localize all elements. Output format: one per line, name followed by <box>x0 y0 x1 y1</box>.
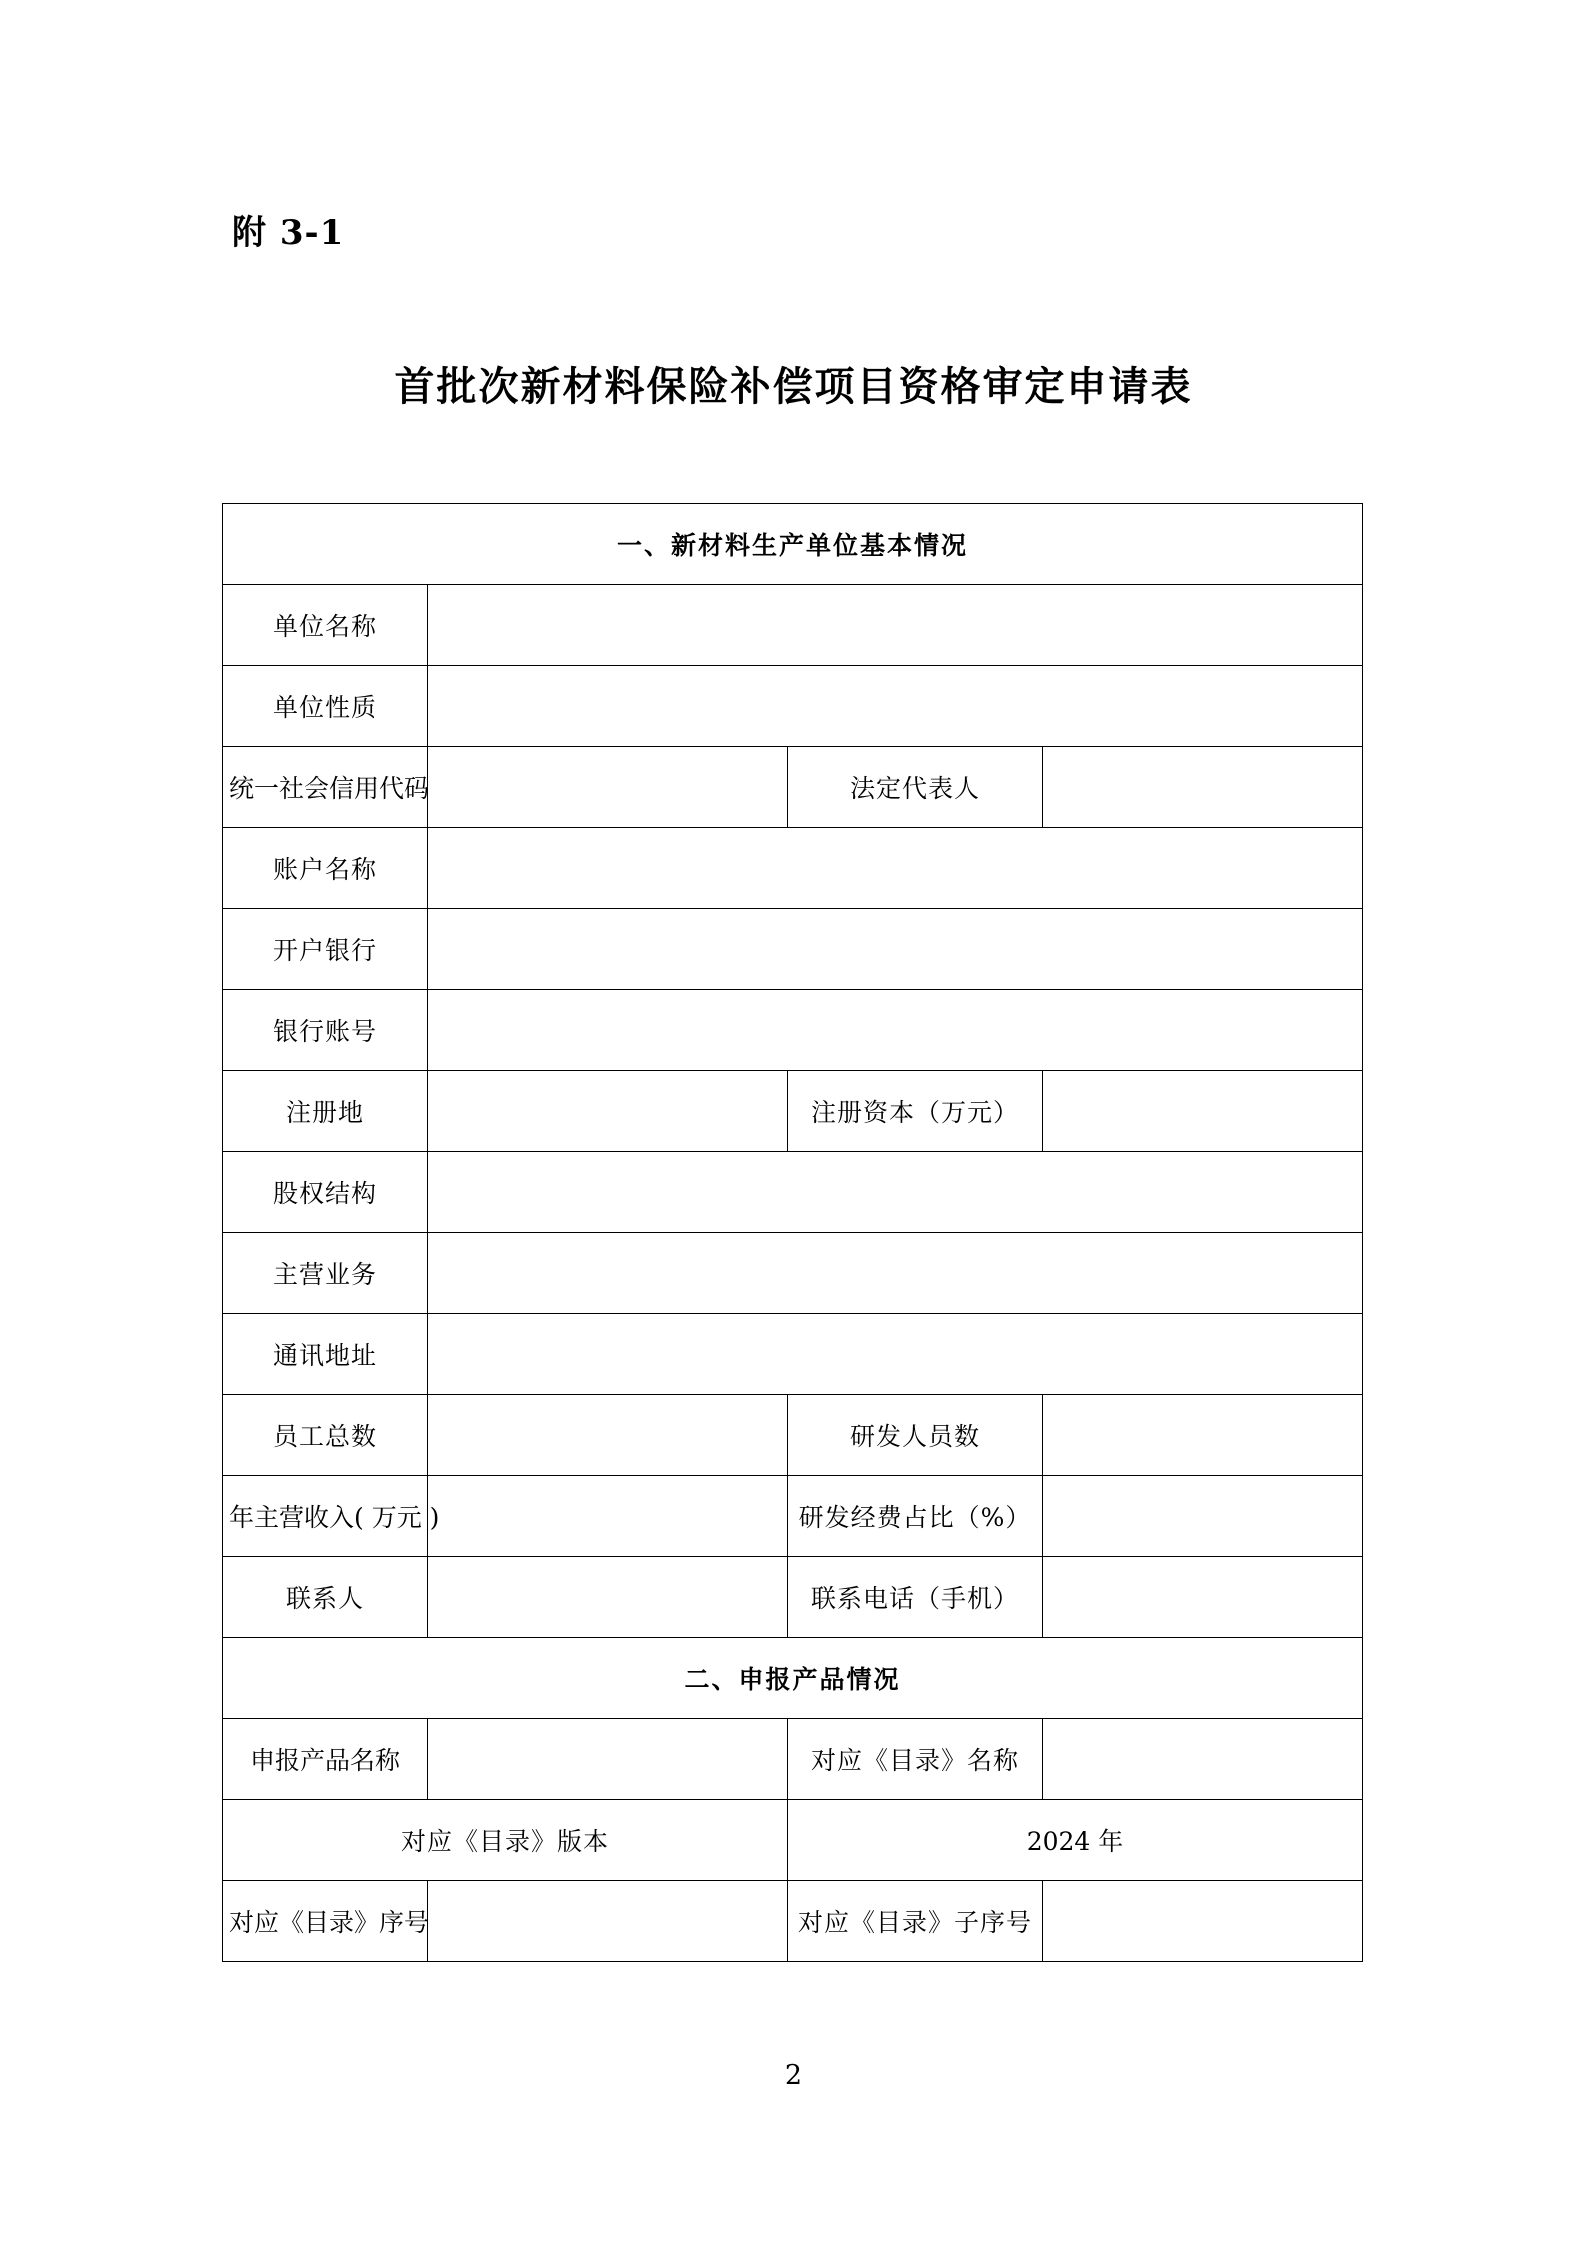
label-account-name: 账户名称 <box>223 828 428 909</box>
label-product-name: 申报产品名称 <box>223 1719 428 1800</box>
table-row <box>223 747 1363 828</box>
table-row <box>223 1881 1363 1962</box>
value-unit-nature[interactable] <box>428 666 1363 747</box>
application-form-table <box>222 503 1362 1962</box>
value-unit-name[interactable] <box>428 585 1363 666</box>
table-row <box>223 828 1363 909</box>
table-row <box>223 909 1363 990</box>
value-contact-person[interactable] <box>428 1557 788 1638</box>
value-annual-revenue[interactable] <box>428 1476 788 1557</box>
page-title: 首批次新材料保险补偿项目资格审定申请表 <box>394 363 1193 410</box>
table-row <box>223 1233 1363 1314</box>
label-rd-staff: 研发人员数 <box>788 1395 1043 1476</box>
label-bank-name: 开户银行 <box>223 909 428 990</box>
label-mail-address: 通讯地址 <box>223 1314 428 1395</box>
label-employee-total: 员工总数 <box>223 1395 428 1476</box>
label-registered-place: 注册地 <box>223 1071 428 1152</box>
label-catalog-name: 对应《目录》名称 <box>788 1719 1043 1800</box>
label-credit-code: 统一社会信用代码 <box>223 747 428 828</box>
value-registered-capital[interactable] <box>1043 1071 1363 1152</box>
label-catalog-index: 对应《目录》序号 <box>223 1881 428 1962</box>
label-contact-person: 联系人 <box>223 1557 428 1638</box>
table-row <box>223 666 1363 747</box>
label-contact-phone: 联系电话（手机） <box>788 1557 1043 1638</box>
value-catalog-sub-index[interactable] <box>1043 1881 1363 1962</box>
table-row <box>223 1557 1363 1638</box>
table-row <box>223 585 1363 666</box>
value-catalog-index[interactable] <box>428 1881 788 1962</box>
label-rd-expense-ratio: 研发经费占比（%） <box>788 1476 1043 1557</box>
label-catalog-version: 对应《目录》版本 <box>223 1800 788 1881</box>
label-equity-structure: 股权结构 <box>223 1152 428 1233</box>
label-registered-capital: 注册资本（万元） <box>788 1071 1043 1152</box>
label-annual-revenue: 年主营收入( 万元 ) <box>223 1476 428 1557</box>
value-rd-staff[interactable] <box>1043 1395 1363 1476</box>
label-unit-name: 单位名称 <box>223 585 428 666</box>
value-contact-phone[interactable] <box>1043 1557 1363 1638</box>
table-row <box>223 1071 1363 1152</box>
section-header-one: 一、新材料生产单位基本情况 <box>223 504 1363 585</box>
label-unit-nature: 单位性质 <box>223 666 428 747</box>
value-main-business[interactable] <box>428 1233 1363 1314</box>
attachment-tag: 附 3-1 <box>232 213 345 253</box>
label-catalog-sub-index: 对应《目录》子序号 <box>788 1881 1043 1962</box>
value-catalog-version[interactable]: 2024 年 <box>788 1800 1363 1881</box>
page-number: 2 <box>784 2060 803 2091</box>
value-credit-code[interactable] <box>428 747 788 828</box>
table-row <box>223 1800 1363 1881</box>
table-row <box>223 1476 1363 1557</box>
value-bank-account[interactable] <box>428 990 1363 1071</box>
table-row <box>223 1314 1363 1395</box>
table-row <box>223 1395 1363 1476</box>
value-legal-rep[interactable] <box>1043 747 1363 828</box>
table-row <box>223 990 1363 1071</box>
value-bank-name[interactable] <box>428 909 1363 990</box>
table-row <box>223 504 1363 585</box>
table-row <box>223 1638 1363 1719</box>
value-catalog-name[interactable] <box>1043 1719 1363 1800</box>
value-registered-place[interactable] <box>428 1071 788 1152</box>
table-row <box>223 1152 1363 1233</box>
label-main-business: 主营业务 <box>223 1233 428 1314</box>
table-row <box>223 1719 1363 1800</box>
label-legal-rep: 法定代表人 <box>788 747 1043 828</box>
value-mail-address[interactable] <box>428 1314 1363 1395</box>
value-equity-structure[interactable] <box>428 1152 1363 1233</box>
section-header-two: 二、申报产品情况 <box>223 1638 1363 1719</box>
value-account-name[interactable] <box>428 828 1363 909</box>
value-rd-expense-ratio[interactable] <box>1043 1476 1363 1557</box>
value-employee-total[interactable] <box>428 1395 788 1476</box>
value-product-name[interactable] <box>428 1719 788 1800</box>
label-bank-account: 银行账号 <box>223 990 428 1071</box>
